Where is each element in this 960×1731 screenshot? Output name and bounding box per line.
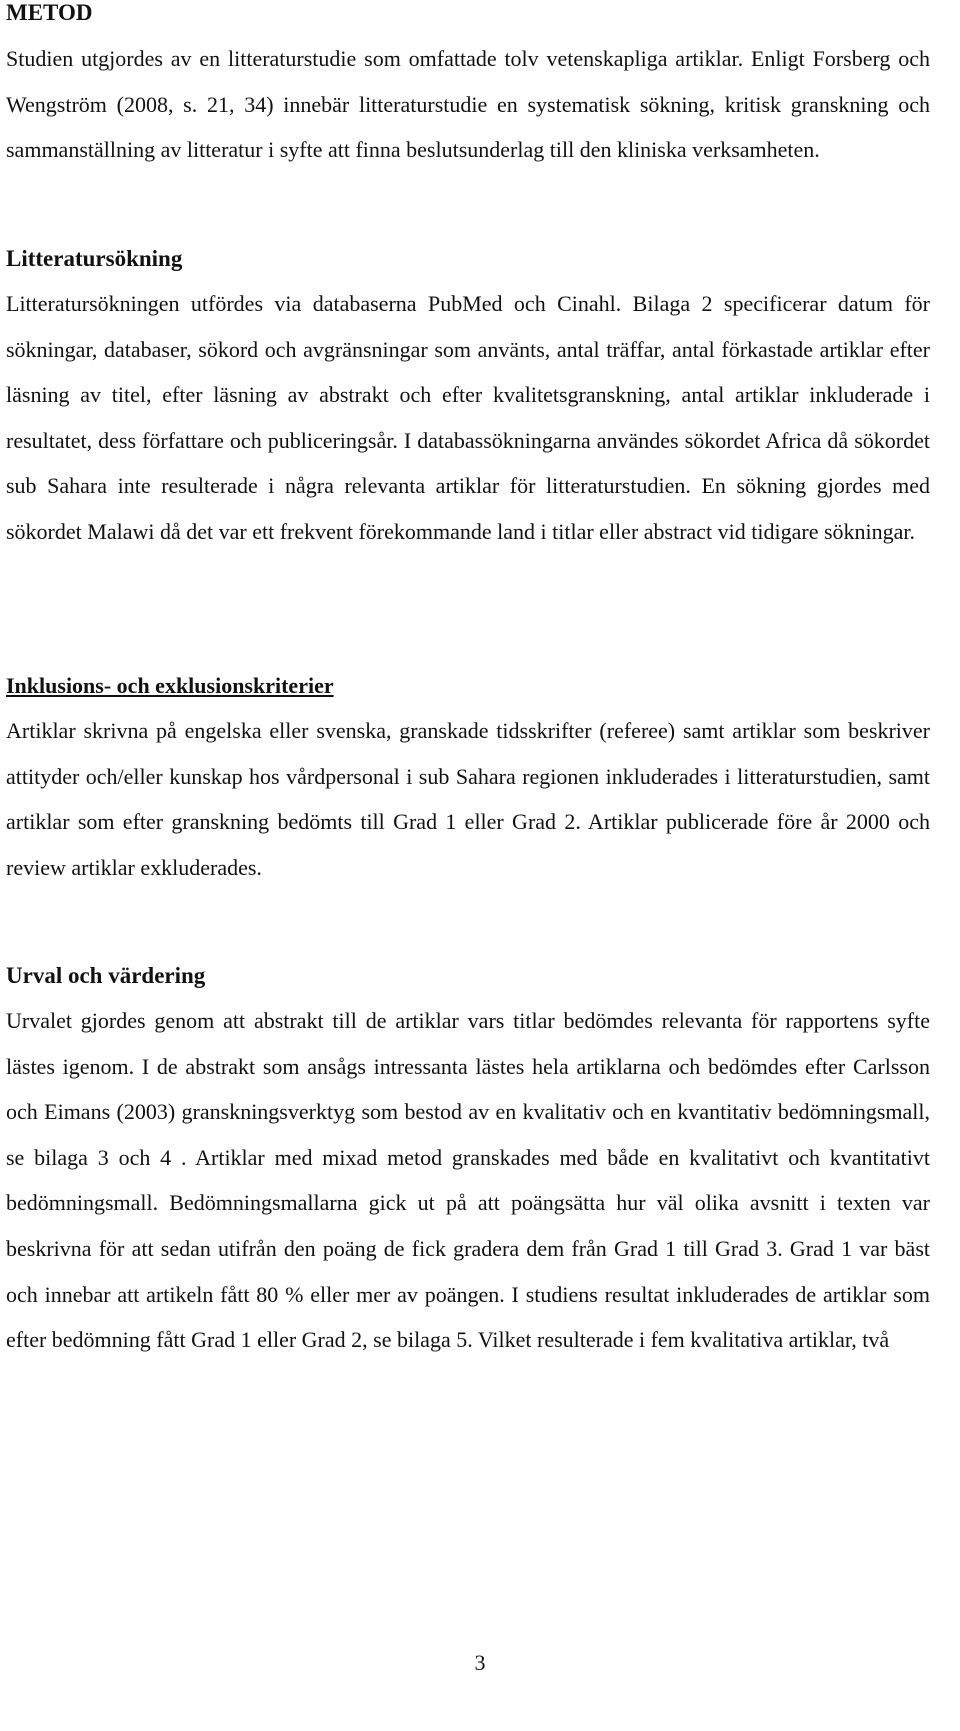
- section-heading-inklusion: Inklusions- och exklusionskriterier: [6, 673, 334, 698]
- page-number: 3: [474, 1650, 486, 1675]
- section-heading-litteratursokning: Litteratursökning: [6, 246, 183, 271]
- section-heading-metod: METOD: [6, 0, 93, 25]
- paragraph-urval: Urvalet gjordes genom att abstrakt till de artiklar vars titlar bedömdes relevanta för rapportens syfte lästes igenom. I de abstrakt som ansågs intressanta lästes hela artiklarna och bedömdes efter Carlsson och Eimans (2003) granskningsverktyg som bestod av en kvalitativ och en kvantitativ bedömningsmall, se bilaga 3 och 4 . Artiklar med mixad metod granskades med både en kvalitativt och kvantitativt bedömningsmall. Bedömningsmallarna gick ut på att poängsätta hur väl olika avsnitt i texten var beskrivna för att sedan utifrån den poäng de fick gradera dem från Grad 1 till Grad 3. Grad 1 var bäst och innebar att artikeln fått 80 % eller mer av poängen. I studiens resultat inkluderades de artiklar som efter bedömning fått Grad 1 eller Grad 2, se bilaga 5. Vilket resulterade i fem kvalitativa artiklar, två: [6, 1008, 930, 1353]
- paragraph-litteratursokning: Litteratursökningen utfördes via databaserna PubMed och Cinahl. Bilaga 2 specificerar datum för sökningar, databaser, sökord och avgränsningar som använts, antal träffar, antal förkastade artiklar efter läsning av titel, efter läsning av abstrakt och efter kvalitetsgranskning, antal artiklar inkluderade i resultatet, dess författare och publiceringsår. I databassökningarna användes sökordet Africa då sökordet sub Sahara inte resulterade i några relevanta artiklar för litteraturstudien. En sökning gjordes med sökordet Malawi då det var ett frekvent förekommande land i titlar eller abstract vid tidigare sökningar.: [6, 291, 930, 544]
- paragraph-inklusion: Artiklar skrivna på engelska eller svenska, granskade tidsskrifter (referee) samt artiklar som beskriver attityder och/eller kunskap hos vårdpersonal i sub Sahara regionen inkluderades i litteraturstudien, samt artiklar som efter granskning bedömts till Grad 1 eller Grad 2. Artiklar publicerade före år 2000 och review artiklar exkluderades.: [6, 718, 930, 880]
- paragraph-metod: Studien utgjordes av en litteraturstudie som omfattade tolv vetenskapliga artiklar. Enligt Forsberg och Wengström (2008, s. 21, 34) innebär litteraturstudie en systematisk sökning, kritisk granskning och sammanställning av litteratur i syfte att finna beslutsunderlag till den kliniska verksamheten.: [6, 46, 930, 162]
- section-heading-urval: Urval och värdering: [6, 963, 206, 988]
